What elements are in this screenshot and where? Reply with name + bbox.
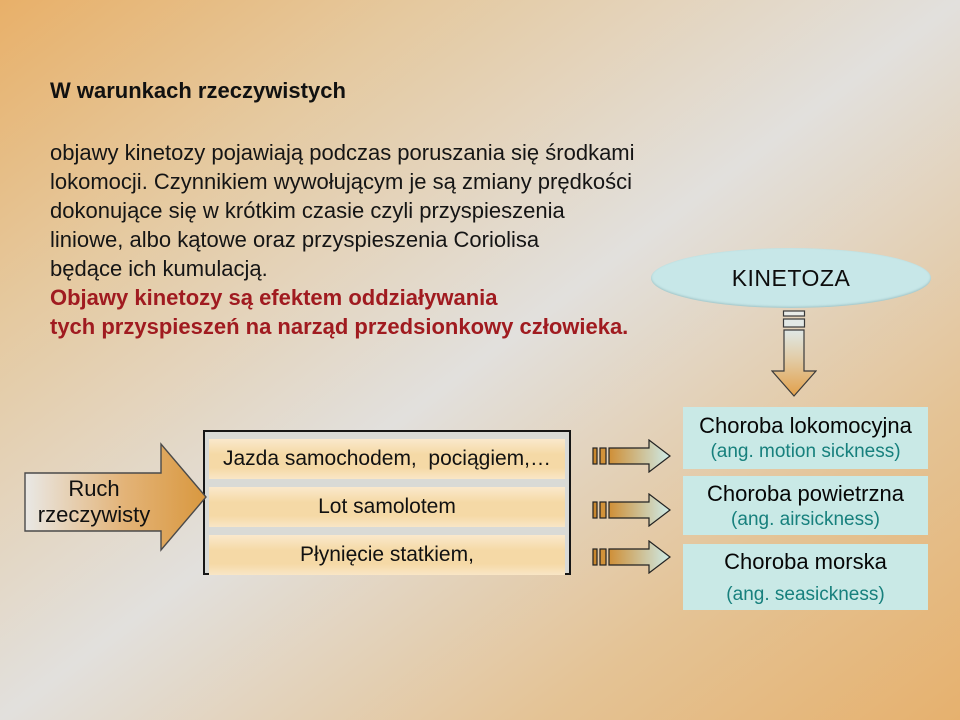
emphasis-line: tych przyspieszeń na narząd przedsionkowy człowieka. <box>50 314 629 339</box>
striped-right-arrow-icon <box>592 439 672 473</box>
disease-box-airsickness <box>683 476 928 535</box>
disease-box-motion-sickness <box>683 407 928 469</box>
disease-name: Choroba morska <box>724 548 887 574</box>
ruch-rzeczywisty-label <box>26 474 162 530</box>
body-text-block <box>50 138 635 341</box>
striped-right-arrow-icon <box>592 493 672 527</box>
intro-line: będące ich kumulacją. <box>50 256 268 281</box>
slide-title: W warunkach rzeczywistych <box>50 78 346 103</box>
kinetoza-ellipse <box>651 248 931 308</box>
disease-name: Choroba lokomocyjna <box>699 413 912 438</box>
striped-right-arrow-icon <box>592 540 672 574</box>
disease-english-name: (ang. motion sickness) <box>710 441 901 462</box>
intro-line: objawy kinetozy pojawiają podczas poruszania się środkami <box>50 140 635 165</box>
ruch-line: rzeczywisty <box>37 502 151 527</box>
intro-line: dokonujące się w krótkim czasie czyli przyspieszenia <box>50 198 565 223</box>
mode-row-car-train: Jazda samochodem, pociągiem,… <box>209 439 565 479</box>
emphasis-line: Objawy kinetozy są efektem oddziaływania <box>50 285 498 310</box>
disease-english-name: (ang. airsickness) <box>731 508 880 530</box>
striped-down-arrow-icon <box>771 310 817 398</box>
disease-name: Choroba powietrzna <box>707 480 904 506</box>
intro-line: lokomocji. Czynnikiem wywołującym je są zmiany prędkości <box>50 169 632 194</box>
transport-modes-box <box>203 430 571 575</box>
disease-english-name: (ang. seasickness) <box>726 583 885 605</box>
mode-row-ship: Płynięcie statkiem, <box>209 535 565 575</box>
intro-line: liniowe, albo kątowe oraz przyspieszenia Coriolisa <box>50 227 540 252</box>
kinetoza-label: KINETOZA <box>731 264 851 291</box>
ruch-line: Ruch <box>68 476 120 501</box>
mode-row-plane: Lot samolotem <box>209 487 565 527</box>
disease-box-seasickness <box>683 544 928 610</box>
